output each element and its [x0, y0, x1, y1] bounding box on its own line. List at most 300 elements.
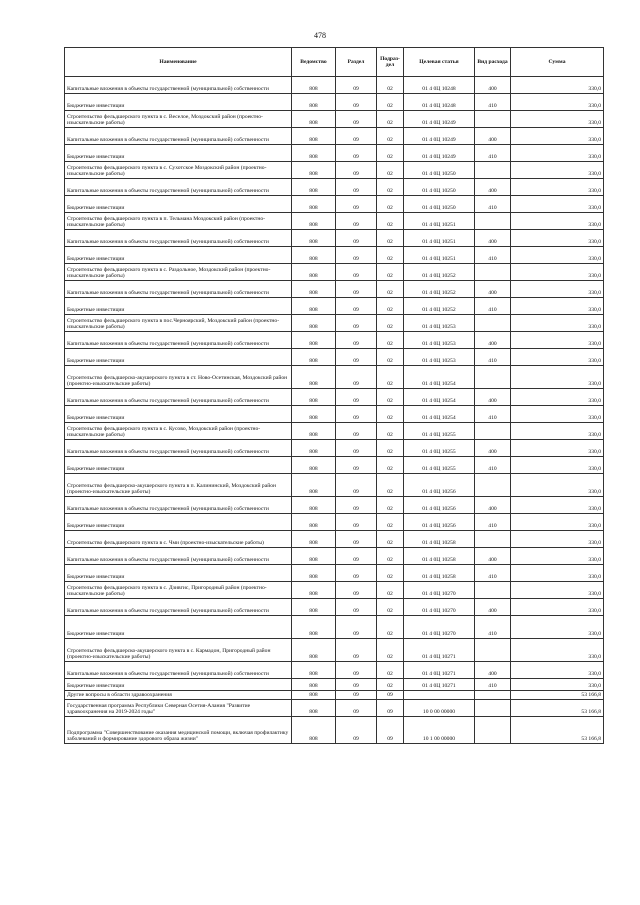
cell-target-article: 01 4 0Ц 10258	[404, 531, 475, 548]
cell-target-article: 01 4 0Ц 10248	[404, 94, 475, 111]
cell-expense-type: 410	[475, 145, 511, 162]
cell-name: Капитальные вложения в объекты государственной (муниципальной) собственности	[65, 332, 292, 349]
cell-section: 09	[336, 145, 377, 162]
cell-section: 09	[336, 599, 377, 616]
table-row	[65, 679, 604, 691]
cell-name: Подпрограмма "Совершенствование оказания медицинской помощи, включая профилактику заболеваний и формирование здорового образа жизни"	[65, 717, 292, 744]
cell-section: 09	[336, 679, 377, 691]
cell-name: Бюджетные инвестиции	[65, 94, 292, 111]
cell-amount: 330,0	[511, 548, 604, 565]
cell-target-article: 01 4 0Ц 10249	[404, 111, 475, 128]
cell-subsection: 02	[377, 77, 404, 94]
table-row	[65, 264, 604, 281]
cell-expense-type: 410	[475, 94, 511, 111]
cell-department: 808	[292, 315, 336, 332]
cell-target-article: 01 4 0Ц 10251	[404, 230, 475, 247]
cell-expense-type: 400	[475, 662, 511, 679]
cell-target-article: 01 4 0Ц 10255	[404, 423, 475, 440]
cell-name: Другие вопросы в области здравоохранения	[65, 691, 292, 700]
budget-table	[64, 47, 604, 744]
cell-target-article: 01 4 0Ц 10250	[404, 196, 475, 213]
cell-expense-type: 410	[475, 406, 511, 423]
cell-name: Строительство фельдшерского пункта в с. Раздольное, Моздокский район (проектно-изыскательские работы)	[65, 264, 292, 281]
cell-subsection: 02	[377, 423, 404, 440]
cell-department: 808	[292, 230, 336, 247]
cell-expense-type: 410	[475, 565, 511, 582]
cell-department: 808	[292, 213, 336, 230]
cell-expense-type: 410	[475, 457, 511, 474]
cell-target-article: 01 4 0Ц 10253	[404, 332, 475, 349]
cell-expense-type: 400	[475, 548, 511, 565]
cell-subsection: 02	[377, 565, 404, 582]
cell-amount: 330,0	[511, 565, 604, 582]
cell-expense-type	[475, 213, 511, 230]
cell-target-article: 01 4 0Ц 10249	[404, 145, 475, 162]
page-number: 478	[314, 31, 326, 40]
cell-subsection: 02	[377, 406, 404, 423]
cell-amount: 330,0	[511, 315, 604, 332]
cell-section: 09	[336, 582, 377, 599]
table-body	[65, 77, 604, 744]
header-target-article: Целевая статья	[404, 48, 475, 77]
cell-section: 09	[336, 179, 377, 196]
cell-subsection: 02	[377, 440, 404, 457]
cell-expense-type: 400	[475, 332, 511, 349]
cell-name: Бюджетные инвестиции	[65, 298, 292, 315]
cell-expense-type: 410	[475, 196, 511, 213]
cell-amount: 330,0	[511, 679, 604, 691]
cell-expense-type: 400	[475, 389, 511, 406]
cell-subsection: 02	[377, 582, 404, 599]
cell-name: Строительство фельдшерско-акушерского пункта в с. Кармадон, Пригородный район (проектно-изыскательские работы)	[65, 639, 292, 662]
cell-amount: 330,0	[511, 497, 604, 514]
cell-target-article: 01 4 0Ц 10271	[404, 639, 475, 662]
cell-amount: 53 166,8	[511, 717, 604, 744]
cell-expense-type: 400	[475, 230, 511, 247]
cell-amount: 330,0	[511, 145, 604, 162]
cell-amount: 330,0	[511, 111, 604, 128]
cell-amount: 330,0	[511, 662, 604, 679]
cell-department: 808	[292, 691, 336, 700]
cell-name: Строительство фельдшерско-акушерского пункта в ст. Ново-Осетинская, Моздокский район (проектно-изыскательские работы)	[65, 366, 292, 389]
cell-department: 808	[292, 247, 336, 264]
cell-name: Капитальные вложения в объекты государственной (муниципальной) собственности	[65, 497, 292, 514]
table-row	[65, 639, 604, 662]
cell-name: Капитальные вложения в объекты государственной (муниципальной) собственности	[65, 179, 292, 196]
cell-amount: 330,0	[511, 162, 604, 179]
cell-name: Капитальные вложения в объекты государственной (муниципальной) собственности	[65, 281, 292, 298]
cell-section: 09	[336, 366, 377, 389]
cell-name: Капитальные вложения в объекты государственной (муниципальной) собственности	[65, 662, 292, 679]
cell-target-article: 01 4 0Ц 10253	[404, 315, 475, 332]
cell-expense-type	[475, 531, 511, 548]
table-row	[65, 179, 604, 196]
cell-department: 808	[292, 366, 336, 389]
cell-section: 09	[336, 94, 377, 111]
cell-target-article: 01 4 0Ц 10248	[404, 77, 475, 94]
cell-name: Капитальные вложения в объекты государственной (муниципальной) собственности	[65, 389, 292, 406]
cell-name: Бюджетные инвестиции	[65, 196, 292, 213]
cell-section: 09	[336, 77, 377, 94]
cell-department: 808	[292, 662, 336, 679]
cell-expense-type: 400	[475, 497, 511, 514]
cell-section: 09	[336, 497, 377, 514]
cell-subsection: 02	[377, 679, 404, 691]
cell-department: 808	[292, 94, 336, 111]
cell-amount: 330,0	[511, 531, 604, 548]
cell-section: 09	[336, 548, 377, 565]
cell-expense-type: 410	[475, 298, 511, 315]
cell-section: 09	[336, 196, 377, 213]
cell-name: Бюджетные инвестиции	[65, 247, 292, 264]
cell-subsection: 02	[377, 616, 404, 639]
header-expense-type: Вид расхода	[475, 48, 511, 77]
cell-section: 09	[336, 213, 377, 230]
table-row	[65, 389, 604, 406]
table-row	[65, 406, 604, 423]
cell-subsection: 02	[377, 315, 404, 332]
header-department: Ведомство	[292, 48, 336, 77]
table-row	[65, 162, 604, 179]
cell-subsection: 02	[377, 298, 404, 315]
cell-amount: 330,0	[511, 94, 604, 111]
cell-amount: 330,0	[511, 514, 604, 531]
cell-department: 808	[292, 349, 336, 366]
cell-amount: 330,0	[511, 247, 604, 264]
cell-section: 09	[336, 332, 377, 349]
cell-section: 09	[336, 247, 377, 264]
table-row	[65, 514, 604, 531]
cell-amount: 330,0	[511, 349, 604, 366]
header-subsection: Подраз-дел	[377, 48, 404, 77]
cell-target-article: 01 4 0Ц 10256	[404, 497, 475, 514]
cell-section: 09	[336, 406, 377, 423]
cell-target-article: 01 4 0Ц 10252	[404, 281, 475, 298]
cell-expense-type	[475, 700, 511, 717]
cell-amount: 330,0	[511, 423, 604, 440]
cell-subsection: 02	[377, 213, 404, 230]
cell-subsection: 02	[377, 639, 404, 662]
cell-target-article: 01 4 0Ц 10251	[404, 213, 475, 230]
cell-section: 09	[336, 565, 377, 582]
cell-section: 09	[336, 298, 377, 315]
cell-amount: 330,0	[511, 599, 604, 616]
cell-subsection: 02	[377, 531, 404, 548]
cell-section: 09	[336, 514, 377, 531]
cell-expense-type: 400	[475, 281, 511, 298]
cell-department: 808	[292, 332, 336, 349]
cell-department: 808	[292, 565, 336, 582]
cell-subsection: 02	[377, 548, 404, 565]
cell-subsection: 02	[377, 128, 404, 145]
cell-target-article: 10 1 00 00000	[404, 717, 475, 744]
cell-department: 808	[292, 717, 336, 744]
table-row	[65, 691, 604, 700]
table-row	[65, 531, 604, 548]
cell-department: 808	[292, 179, 336, 196]
table-header-row	[65, 48, 604, 77]
cell-subsection: 02	[377, 247, 404, 264]
cell-department: 808	[292, 457, 336, 474]
cell-section: 09	[336, 531, 377, 548]
table-row	[65, 315, 604, 332]
table-row	[65, 111, 604, 128]
cell-amount: 330,0	[511, 213, 604, 230]
header-amount: Сумма	[511, 48, 604, 77]
cell-name: Капитальные вложения в объекты государственной (муниципальной) собственности	[65, 230, 292, 247]
table-row	[65, 700, 604, 717]
cell-expense-type	[475, 366, 511, 389]
table-row	[65, 281, 604, 298]
cell-amount: 330,0	[511, 77, 604, 94]
cell-subsection: 02	[377, 366, 404, 389]
cell-name: Строительство фельдшерского пункта в с. Сухотское Моздокский район (проектно-изыскательские работы)	[65, 162, 292, 179]
table-row	[65, 717, 604, 744]
cell-amount: 330,0	[511, 230, 604, 247]
cell-name: Строительство фельдшерского пункта в с. Дзивгис, Пригородный район (проектно-изыскательские работы)	[65, 582, 292, 599]
cell-target-article: 10 0 00 00000	[404, 700, 475, 717]
cell-name: Бюджетные инвестиции	[65, 457, 292, 474]
cell-target-article: 01 4 0Ц 10253	[404, 349, 475, 366]
cell-section: 09	[336, 423, 377, 440]
cell-expense-type: 400	[475, 179, 511, 196]
cell-target-article: 01 4 0Ц 10270	[404, 582, 475, 599]
cell-subsection: 09	[377, 700, 404, 717]
cell-name: Капитальные вложения в объекты государственной (муниципальной) собственности	[65, 548, 292, 565]
cell-amount: 330,0	[511, 639, 604, 662]
table-row	[65, 332, 604, 349]
cell-department: 808	[292, 679, 336, 691]
cell-department: 808	[292, 514, 336, 531]
cell-subsection: 02	[377, 514, 404, 531]
cell-name: Капитальные вложения в объекты государственной (муниципальной) собственности	[65, 128, 292, 145]
cell-target-article: 01 4 0Ц 10254	[404, 389, 475, 406]
cell-section: 09	[336, 389, 377, 406]
cell-subsection: 02	[377, 662, 404, 679]
table-row	[65, 616, 604, 639]
cell-section: 09	[336, 281, 377, 298]
cell-section: 09	[336, 128, 377, 145]
cell-section: 09	[336, 616, 377, 639]
cell-department: 808	[292, 616, 336, 639]
cell-name: Капитальные вложения в объекты государственной (муниципальной) собственности	[65, 77, 292, 94]
cell-section: 09	[336, 111, 377, 128]
cell-department: 808	[292, 531, 336, 548]
cell-subsection: 02	[377, 230, 404, 247]
cell-amount: 330,0	[511, 389, 604, 406]
cell-target-article: 01 4 0Ц 10250	[404, 162, 475, 179]
cell-target-article: 01 4 0Ц 10254	[404, 406, 475, 423]
cell-department: 808	[292, 700, 336, 717]
cell-amount: 330,0	[511, 332, 604, 349]
cell-subsection: 02	[377, 474, 404, 497]
cell-target-article: 01 4 0Ц 10256	[404, 474, 475, 497]
cell-section: 09	[336, 639, 377, 662]
cell-expense-type: 400	[475, 599, 511, 616]
cell-expense-type: 400	[475, 77, 511, 94]
cell-target-article: 01 4 0Ц 10270	[404, 599, 475, 616]
cell-target-article	[404, 691, 475, 700]
cell-name: Капитальные вложения в объекты государственной (муниципальной) собственности	[65, 440, 292, 457]
cell-subsection: 02	[377, 179, 404, 196]
cell-department: 808	[292, 298, 336, 315]
table-row	[65, 298, 604, 315]
cell-expense-type	[475, 162, 511, 179]
cell-subsection: 02	[377, 94, 404, 111]
cell-name: Строительство фельдшерско-акушерского пункта в п. Калининский, Моздокский район (проектно-изыскательские работы)	[65, 474, 292, 497]
cell-subsection: 02	[377, 196, 404, 213]
header-name: Наименование	[65, 48, 292, 77]
cell-name: Строительство фельдшерского пункта в с. Кусово, Моздокский район (проектно-изыскательские работы)	[65, 423, 292, 440]
cell-expense-type	[475, 474, 511, 497]
cell-subsection: 02	[377, 145, 404, 162]
cell-department: 808	[292, 281, 336, 298]
header-section: Раздел	[336, 48, 377, 77]
cell-amount: 53 166,8	[511, 691, 604, 700]
table-row	[65, 548, 604, 565]
cell-expense-type: 400	[475, 440, 511, 457]
cell-target-article: 01 4 0Ц 10271	[404, 662, 475, 679]
cell-name: Строительство фельдшерского пункта в с. Веселое, Моздокский район (проектно-изыскательские работы)	[65, 111, 292, 128]
cell-name: Капитальные вложения в объекты государственной (муниципальной) собственности	[65, 599, 292, 616]
cell-department: 808	[292, 497, 336, 514]
table-row	[65, 599, 604, 616]
cell-amount: 330,0	[511, 406, 604, 423]
cell-amount: 53 166,8	[511, 700, 604, 717]
cell-department: 808	[292, 582, 336, 599]
cell-amount: 330,0	[511, 366, 604, 389]
table-row	[65, 349, 604, 366]
cell-name: Бюджетные инвестиции	[65, 565, 292, 582]
table-row	[65, 77, 604, 94]
cell-target-article: 01 4 0Ц 10250	[404, 179, 475, 196]
cell-name: Бюджетные инвестиции	[65, 406, 292, 423]
cell-department: 808	[292, 548, 336, 565]
cell-section: 09	[336, 440, 377, 457]
cell-section: 09	[336, 662, 377, 679]
cell-expense-type	[475, 717, 511, 744]
cell-name: Бюджетные инвестиции	[65, 349, 292, 366]
cell-name: Строительство фельдшерского пункта в п. Тельмана Моздокский район (проектно-изыскательские работы)	[65, 213, 292, 230]
cell-expense-type: 410	[475, 616, 511, 639]
cell-department: 808	[292, 196, 336, 213]
cell-target-article: 01 4 0Ц 10270	[404, 616, 475, 639]
cell-amount: 330,0	[511, 474, 604, 497]
cell-subsection: 09	[377, 717, 404, 744]
cell-subsection: 02	[377, 264, 404, 281]
cell-expense-type: 410	[475, 247, 511, 264]
table-row	[65, 662, 604, 679]
cell-section: 09	[336, 315, 377, 332]
cell-subsection: 02	[377, 457, 404, 474]
cell-section: 09	[336, 691, 377, 700]
table-row	[65, 213, 604, 230]
cell-expense-type	[475, 639, 511, 662]
table-row	[65, 440, 604, 457]
cell-subsection: 02	[377, 389, 404, 406]
cell-target-article: 01 4 0Ц 10258	[404, 565, 475, 582]
table-row	[65, 582, 604, 599]
cell-department: 808	[292, 111, 336, 128]
cell-amount: 330,0	[511, 128, 604, 145]
cell-section: 09	[336, 717, 377, 744]
table-row	[65, 230, 604, 247]
cell-department: 808	[292, 599, 336, 616]
cell-department: 808	[292, 474, 336, 497]
table-row	[65, 366, 604, 389]
table-row	[65, 474, 604, 497]
cell-target-article: 01 4 0Ц 10271	[404, 679, 475, 691]
cell-expense-type: 410	[475, 349, 511, 366]
cell-amount: 330,0	[511, 457, 604, 474]
cell-expense-type	[475, 264, 511, 281]
cell-amount: 330,0	[511, 298, 604, 315]
cell-subsection: 09	[377, 691, 404, 700]
cell-name: Бюджетные инвестиции	[65, 145, 292, 162]
cell-section: 09	[336, 230, 377, 247]
cell-expense-type	[475, 423, 511, 440]
cell-department: 808	[292, 389, 336, 406]
table-row	[65, 423, 604, 440]
cell-department: 808	[292, 77, 336, 94]
cell-amount: 330,0	[511, 281, 604, 298]
cell-expense-type	[475, 315, 511, 332]
cell-subsection: 02	[377, 599, 404, 616]
cell-section: 09	[336, 349, 377, 366]
cell-name: Государственная программа Республики Северная Осетия-Алания "Развитие здравоохранения на 2019-2024 годы"	[65, 700, 292, 717]
cell-target-article: 01 4 0Ц 10251	[404, 247, 475, 264]
table-row	[65, 196, 604, 213]
cell-subsection: 02	[377, 332, 404, 349]
table-row	[65, 128, 604, 145]
cell-name: Бюджетные инвестиции	[65, 679, 292, 691]
cell-department: 808	[292, 162, 336, 179]
cell-department: 808	[292, 406, 336, 423]
cell-subsection: 02	[377, 349, 404, 366]
cell-amount: 330,0	[511, 179, 604, 196]
cell-expense-type: 410	[475, 679, 511, 691]
cell-expense-type	[475, 691, 511, 700]
cell-department: 808	[292, 264, 336, 281]
cell-name: Строительство фельдшерского пункта в с. Чми (проектно-изыскательские работы)	[65, 531, 292, 548]
cell-target-article: 01 4 0Ц 10249	[404, 128, 475, 145]
cell-section: 09	[336, 264, 377, 281]
table-row	[65, 145, 604, 162]
cell-target-article: 01 4 0Ц 10256	[404, 514, 475, 531]
cell-section: 09	[336, 457, 377, 474]
cell-target-article: 01 4 0Ц 10258	[404, 548, 475, 565]
cell-amount: 330,0	[511, 196, 604, 213]
cell-amount: 330,0	[511, 440, 604, 457]
cell-section: 09	[336, 700, 377, 717]
cell-department: 808	[292, 423, 336, 440]
cell-name: Бюджетные инвестиции	[65, 616, 292, 639]
cell-expense-type: 400	[475, 128, 511, 145]
cell-target-article: 01 4 0Ц 10255	[404, 440, 475, 457]
cell-department: 808	[292, 440, 336, 457]
cell-expense-type	[475, 111, 511, 128]
cell-name: Строительство фельдшерского пункта в пос.Черноярский, Моздокский район (проектно-изыскательские работы)	[65, 315, 292, 332]
cell-department: 808	[292, 128, 336, 145]
cell-target-article: 01 4 0Ц 10254	[404, 366, 475, 389]
cell-expense-type: 410	[475, 514, 511, 531]
cell-target-article: 01 4 0Ц 10252	[404, 298, 475, 315]
cell-subsection: 02	[377, 162, 404, 179]
cell-department: 808	[292, 145, 336, 162]
cell-section: 09	[336, 162, 377, 179]
cell-subsection: 02	[377, 497, 404, 514]
cell-department: 808	[292, 639, 336, 662]
